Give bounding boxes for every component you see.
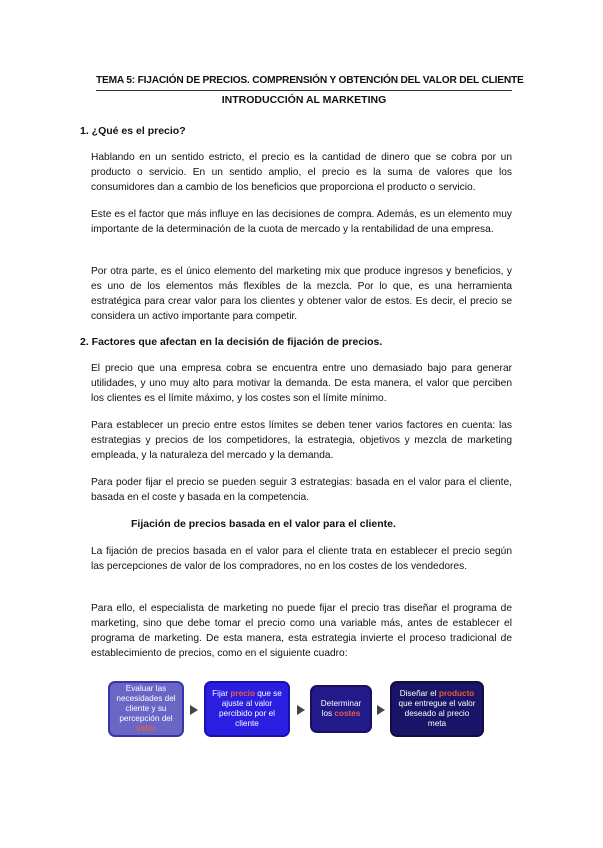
- header-divider: [96, 90, 512, 91]
- flow-step-design-product: Diseñar el producto que entregue el valor deseado al precio meta: [390, 681, 484, 737]
- paragraph: El precio que una empresa cobra se encuentra entre uno demasiado bajo para generar utilidades, y uno muy alto para motivar la demanda. De esta manera, el valor que perciben los clientes es el límite máximo, y los costes son el límite mínimo.: [91, 363, 512, 404]
- paragraph: Para poder fijar el precio se pueden seguir 3 estrategias: basada en el valor para el cliente, basada en el coste y basada en la competencia.: [91, 477, 512, 503]
- paragraph: Para establecer un precio entre estos límites se deben tener varios factores en cuenta: las estrategias y precios de los competidores, la estrategia, objetivos y mezcla de marketing empleada, y la naturaleza del mercado y la demanda.: [91, 420, 512, 461]
- arrow-right-icon: [190, 705, 198, 715]
- paragraph: Para ello, el especialista de marketing no puede fijar el precio tras diseñar el programa de marketing, sino que debe tomar el precio como una variable más, antes de establecer el programa de marketing. De esta manera, esta estrategia invierte el proceso tradicional de establecimiento de precios, como en el siguiente cuadro:: [91, 603, 512, 659]
- paragraph: La fijación de precios basada en el valor para el cliente trata en establecer el precio según las percepciones de valor de los compradores, no en los costes de los vendedores.: [91, 546, 512, 572]
- subsection-heading: Fijación de precios basada en el valor para el cliente.: [131, 518, 396, 530]
- flow-step-set-price: Fijar precio que se ajuste al valor percibido por el cliente: [204, 681, 290, 737]
- highlight-word: costes: [334, 709, 361, 718]
- paragraph: Hablando en un sentido estricto, el precio es la cantidad de dinero que se cobra por un producto o servicio. En un sentido amplio, el precio es la suma de valores que los consumidores dan a cambio de los beneficios que proporciona el producto o servicio.: [91, 152, 512, 193]
- section-heading-1: 1. ¿Qué es el precio?: [80, 125, 186, 137]
- arrow-right-icon: [297, 705, 305, 715]
- arrow-right-icon: [377, 705, 385, 715]
- flow-step-evaluate-needs: Evaluar las necesidades del cliente y su percepción del valor: [108, 681, 184, 737]
- paragraph: Por otra parte, es el único elemento del marketing mix que produce ingresos y beneficios, y es uno de los elementos más flexibles de la mezcla. Por lo que, es una herramienta estratégica para crear valor para los clientes y obtener valor de estos. Es decir, el precio se considera un activo importante para competir.: [91, 266, 512, 322]
- flow-step-determine-costs: Determinar los costes: [310, 685, 372, 733]
- paragraph: Este es el factor que más influye en las decisiones de compra. Además, es un elemento muy importante de la determinación de la cuota de mercado y la rentabilidad de una empresa.: [91, 209, 512, 235]
- document-title: TEMA 5: FIJACIÓN DE PRECIOS. COMPRENSIÓN Y OBTENCIÓN DEL VALOR DEL CLIENTE: [96, 75, 524, 86]
- highlight-word: precio: [230, 689, 255, 698]
- document-subtitle: INTRODUCCIÓN AL MARKETING: [221, 94, 387, 106]
- section-heading-2: 2. Factores que afectan en la decisión de fijación de precios.: [80, 336, 383, 348]
- pricing-process-diagram: [108, 681, 488, 739]
- highlight-word: valor: [136, 724, 156, 733]
- highlight-word: producto: [438, 689, 475, 698]
